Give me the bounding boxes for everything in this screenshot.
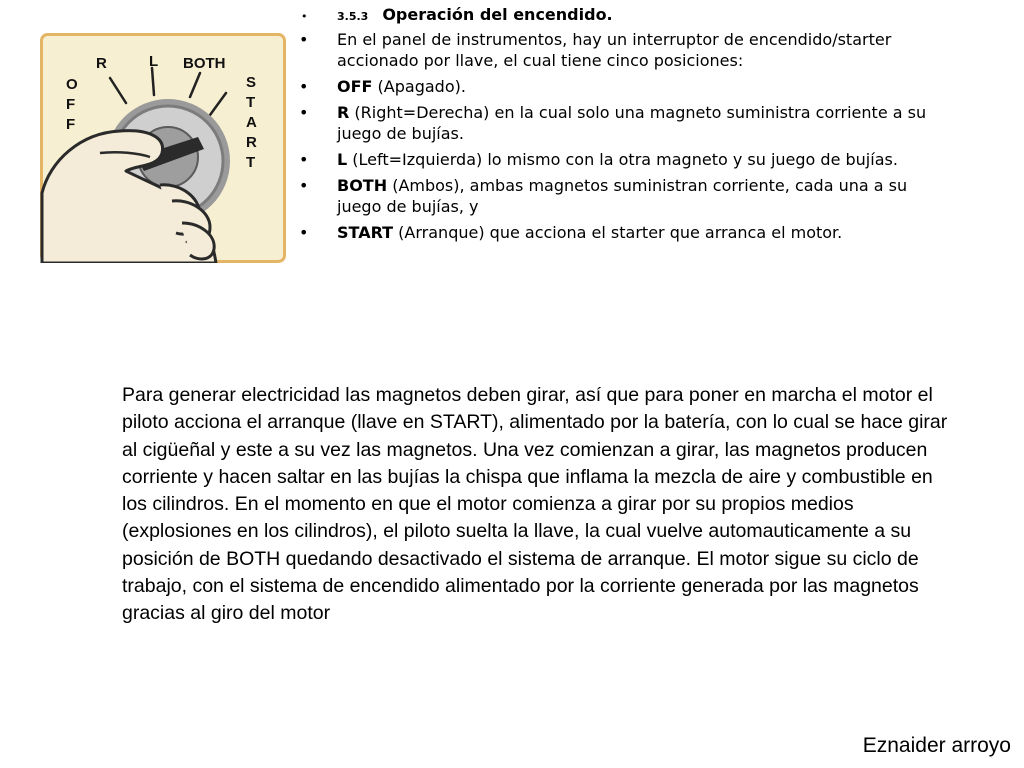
label-start-4: R [246, 134, 257, 151]
author-credit: Eznaider arroyo [862, 734, 1011, 757]
label-start-2: T [246, 94, 256, 111]
list-item-text: (Arranque) que acciona el starter que arranca el motor. [393, 223, 843, 242]
list-item [296, 175, 956, 217]
list-item-term: L [337, 150, 348, 169]
list-item [296, 222, 956, 243]
list-item [296, 102, 956, 144]
list-item-text: (Left=Izquierda) lo mismo con la otra magneto y su juego de bujías. [347, 150, 898, 169]
bullet-icon: • [299, 176, 309, 195]
label-both: BOTH [183, 55, 226, 72]
section-number: 3.5.3 [337, 10, 369, 23]
list-item-text: En el panel de instrumentos, hay un interruptor de encendido/starter accionado por llave, el cual tiene cinco posiciones: [337, 30, 892, 70]
bullet-icon: • [299, 77, 309, 96]
list-item-term: OFF [337, 77, 373, 96]
list-item-term: BOTH [337, 176, 388, 195]
bullet-icon: • [301, 10, 308, 23]
label-start-3: A [246, 114, 257, 131]
section-title: Operación del encendido. [382, 5, 613, 24]
label-start-1: S [246, 74, 257, 91]
list-item-text: (Ambos), ambas magnetos suministran corriente, cada una a su juego de bujías, y [337, 176, 908, 216]
label-off-2: F [66, 96, 76, 113]
bullet-icon: • [299, 150, 309, 169]
label-l: L [149, 53, 159, 70]
list-item [296, 29, 956, 71]
body-paragraph: Para generar electricidad las magnetos deben girar, así que para poner en marcha el motor el piloto acciona el arranque (llave en START), alimentado por la batería, con lo cual se hace girar al cigüeñal y este a su vez las magnetos. Una vez comienzan a girar, las magnetos producen corriente y hacen saltar en las bujías la chispa que inflama la mezcla de aire y combustible en los cilindros. En el momento en que el motor comienza a girar por su propios medios (explosiones en los cilindros), el piloto suelta la llave, la cual vuelve automauticamente a su posición de BOTH quedando desactivado el sistema de arranque. El motor sigue su ciclo de trabajo, con el sistema de encendido alimentado por la corriente generada por las magnetos gracias al giro del motor [122, 384, 948, 625]
bullet-icon: • [299, 30, 309, 49]
label-off-3: F [66, 116, 76, 133]
section-heading [296, 4, 956, 27]
label-start-5: T [246, 154, 256, 171]
list-item [296, 76, 956, 97]
list-item [296, 149, 956, 170]
bullet-icon: • [299, 223, 309, 242]
list-item-text: (Right=Derecha) en la cual solo una magneto suministra corriente a su juego de bujías. [337, 103, 927, 143]
bullet-icon: • [299, 103, 309, 122]
label-r: R [96, 55, 107, 72]
list-item-text: (Apagado). [372, 77, 466, 96]
label-off-1: O [66, 76, 78, 93]
bullet-list [296, 4, 956, 248]
ignition-switch-illustration [40, 33, 286, 263]
list-item-term: R [337, 103, 350, 122]
list-item-term: START [337, 223, 394, 242]
